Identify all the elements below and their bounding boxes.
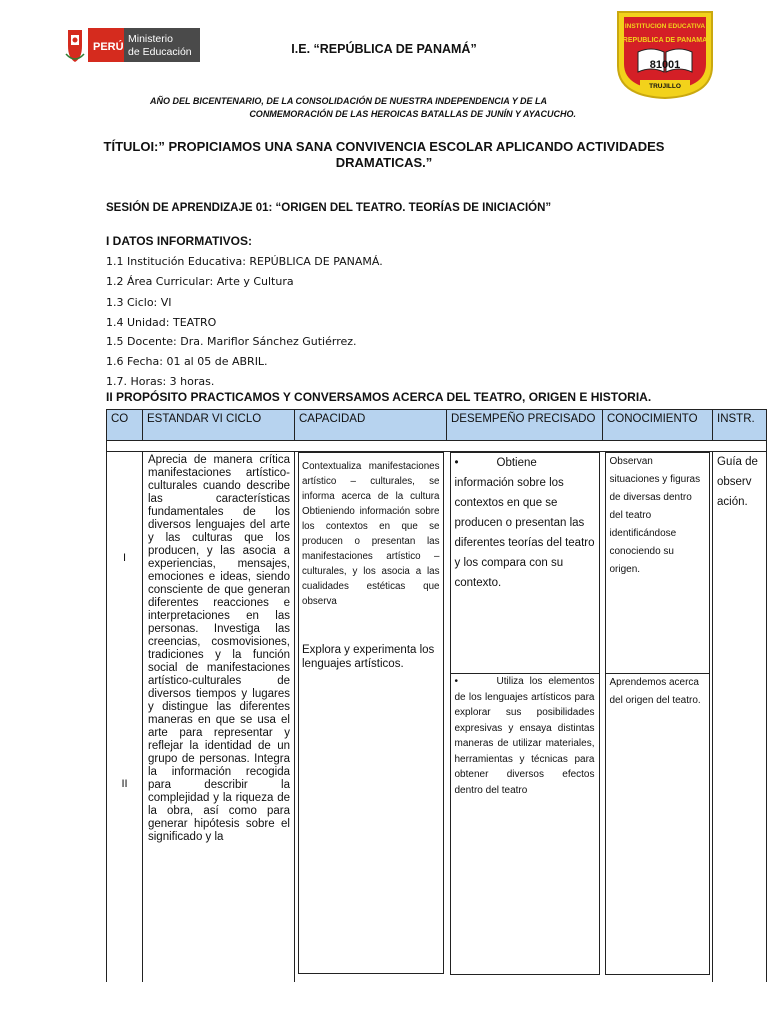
school-seal — [616, 8, 714, 100]
table-row — [107, 452, 767, 983]
desempeno-box-1 — [450, 452, 600, 674]
co-label-1: I — [122, 552, 127, 564]
svg-text:de Educación: de Educación — [128, 46, 192, 58]
datos-item: 1.3 Ciclo: VI — [106, 296, 172, 309]
purpose-heading: II PROPÓSITO PRACTICAMOS Y CONVERSAMOS ACERCA DEL TEATRO, ORIGEN E HISTORIA. — [106, 390, 652, 404]
capacidad-box — [298, 452, 444, 974]
capacidad-cell — [295, 452, 447, 983]
svg-text:Ministerio: Ministerio — [128, 33, 173, 45]
header-capacidad: CAPACIDAD — [295, 410, 447, 441]
svg-text:81001: 81001 — [649, 59, 681, 71]
conocimiento-box-1 — [605, 452, 711, 674]
desempeno-box-2 — [450, 674, 600, 975]
capacidad-2: Explora y experimenta los lenguajes artísticos. — [302, 644, 435, 670]
conocimiento-2: Aprendemos acerca del origen del teatro. — [609, 677, 701, 706]
svg-text:INSTITUCION EDUCATIVA: INSTITUCION EDUCATIVA — [624, 23, 706, 30]
document-title-line-1: TÍTULOI:” PROPICIAMOS UNA SANA CONVIVENCIA ESCOLAR APLICANDO ACTIVIDADES — [103, 139, 665, 154]
datos-item: 1.6 Fecha: 01 al 05 de ABRIL. — [106, 355, 268, 368]
svg-text:PERÚ: PERÚ — [93, 41, 124, 53]
co-label-2: II — [121, 778, 128, 790]
year-line-2: CONMEMORACIÓN DE LAS HEROICAS BATALLAS DE JUNÍN Y AYACUCHO. — [249, 109, 576, 119]
svg-text:TRUJILLO: TRUJILLO — [649, 83, 681, 90]
svg-text:REPUBLICA DE PANAMA: REPUBLICA DE PANAMA — [622, 37, 708, 44]
instrumento-cell — [713, 452, 767, 983]
capacidad-1: Contextualiza manifestaciones artístico – culturales, se informa acerca de la cultura Obtieniendo información sobre los contextos en que se producen o presentan las manifestaciones artístico – culturales, y los asocia a las cualidades estéticas que observa — [302, 461, 440, 607]
school-name: I.E. “REPÚBLICA DE PANAMÁ” — [291, 42, 477, 56]
datos-item: 1.4 Unidad: TEATRO — [106, 316, 217, 329]
conocimiento-cell — [603, 452, 713, 983]
document-title-line-2: DRAMATICAS.” — [335, 155, 433, 170]
estandar-cell — [143, 452, 295, 983]
instrumento-text: Guía de observ ación. — [717, 456, 758, 508]
co-cell — [107, 452, 143, 983]
header-estandar: ESTANDAR VI CICLO — [143, 410, 295, 441]
learning-table — [106, 409, 767, 982]
conocimiento-1: Observan situaciones y figuras de diversas dentro del teatro identificándose conociendo su origen. — [609, 456, 701, 575]
datos-item: 1.5 Docente: Dra. Mariflor Sánchez Gutiérrez. — [106, 335, 357, 348]
header-desempeno: DESEMPEÑO PRECISADO — [447, 410, 603, 441]
datos-item: 1.2 Área Curricular: Arte y Cultura — [106, 275, 294, 288]
datos-item: 1.1 Institución Educativa: REPÚBLICA DE PANAMÁ. — [106, 255, 383, 268]
session-title: SESIÓN DE APRENDIZAJE 01: “ORIGEN DEL TEATRO. TEORÍAS DE INICIACIÓN” — [106, 202, 552, 214]
header-instrumento: INSTR. — [713, 410, 767, 441]
bullet-icon: • — [454, 676, 459, 687]
header-conocimiento: CONOCIMIENTO — [603, 410, 713, 441]
year-line-1: AÑO DEL BICENTENARIO, DE LA CONSOLIDACIÓN DE NUESTRA INDEPENDENCIA Y DE LA — [150, 96, 548, 106]
desempeno-2: • Utiliza los elementos de los lenguajes artísticos para explorar sus posibilidades expresivas y ensaya distintas maneras de utilizar materiales, herramientas y técnicas para obtener diversos efectos dentro del teatro — [454, 676, 595, 796]
bullet-icon: • — [454, 457, 459, 469]
table-header-row — [107, 410, 767, 441]
estandar-text: Aprecia de manera crítica manifestaciones artístico-culturales cuando describe las características fundamentales de los diversos lenguajes del arte y las culturas que los producen, y las asocia a experiencias, mensajes, emociones e ideas, siendo consciente de que generan diferentes reacciones e interpretaciones en las personas. Investiga las creencias, cosmovisiones, tradiciones y la función social de manifestaciones artístico-culturales de diversos tiempos y lugares y distingue las diferentes maneras en que se usa el arte para representar y reflejar la identidad de un grupo de personas. Integra la información recogida para describir la complejidad y la riqueza de la obra, así como para generar hipótesis sobre el significado y la — [148, 454, 290, 843]
conocimiento-box-2 — [605, 674, 711, 975]
datos-item: 1.7. Horas: 3 horas. — [106, 375, 215, 388]
datos-heading: I DATOS INFORMATIVOS: — [106, 234, 252, 248]
desempeno-1: • Obtiene información sobre los contextos en que se producen o presentan las diferentes teorías del teatro y los compara con su contexto. — [451, 453, 599, 593]
header-co: CO — [107, 410, 143, 441]
desempeno-cell — [447, 452, 603, 983]
